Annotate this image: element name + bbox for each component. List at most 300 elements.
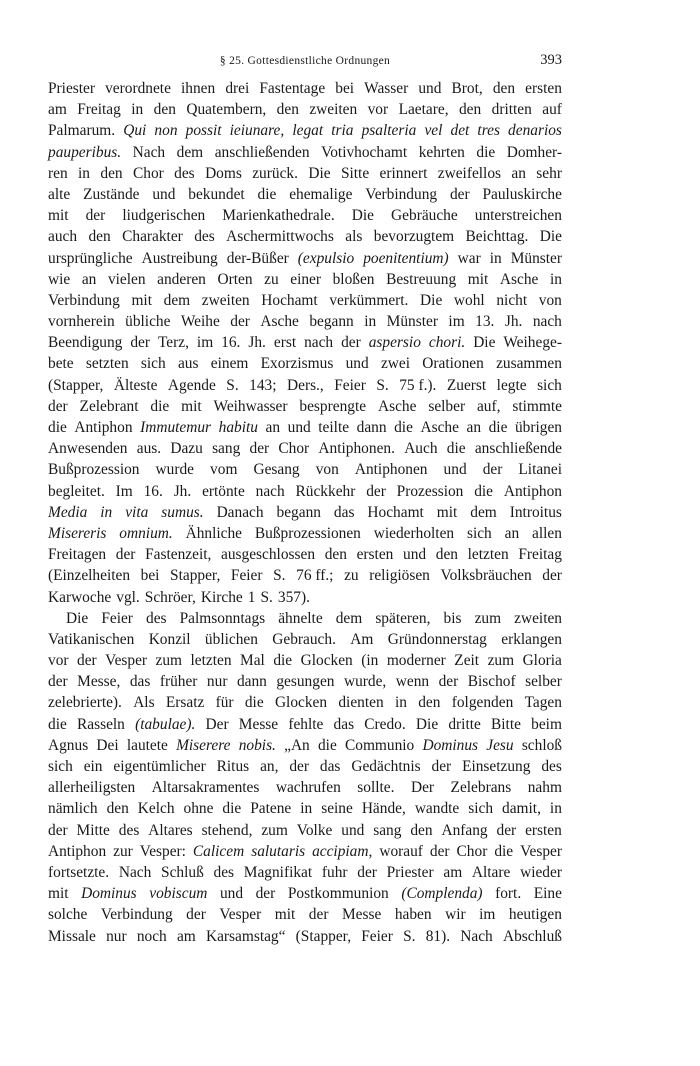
word: zweiten xyxy=(514,609,562,627)
word: Gloria xyxy=(522,652,562,670)
word: 76 ff.; xyxy=(296,567,334,585)
word: im xyxy=(479,906,496,924)
word: sang xyxy=(212,440,241,458)
text-line xyxy=(48,438,562,459)
word: Die xyxy=(473,334,496,352)
word: des xyxy=(194,228,215,246)
word: erinnert xyxy=(379,164,428,182)
word: begann xyxy=(309,313,354,331)
word: der xyxy=(255,885,276,903)
word: schloß xyxy=(521,736,562,754)
word: den xyxy=(324,546,347,564)
word: mit xyxy=(436,503,458,521)
word: Bestreuung xyxy=(386,270,457,288)
word: nicht xyxy=(496,291,528,309)
word: Wasser xyxy=(364,80,409,97)
word: sollte. xyxy=(357,779,395,797)
word: moderner xyxy=(386,652,446,670)
word: S. xyxy=(226,376,239,394)
word: unterstreichen xyxy=(474,207,562,225)
word: noch xyxy=(136,927,167,945)
word: (Einzelheiten xyxy=(48,567,131,585)
word: Münster xyxy=(510,249,562,267)
word: Hochamt xyxy=(367,503,424,521)
word: anderen xyxy=(157,270,206,288)
word: sehr xyxy=(536,164,562,182)
word: der xyxy=(357,863,377,881)
word: die xyxy=(273,652,293,670)
word: in xyxy=(78,164,91,182)
word: Freitag xyxy=(77,101,121,119)
word: zu xyxy=(344,567,359,585)
word: die xyxy=(222,800,242,818)
word: Einsetzung xyxy=(462,758,531,775)
word: mit xyxy=(48,207,69,225)
word: ein xyxy=(83,758,103,775)
body-text xyxy=(48,78,562,947)
word: Antiphon xyxy=(503,482,562,500)
word: aus. xyxy=(136,440,162,458)
word: Terz, xyxy=(157,334,189,352)
word: Älteste xyxy=(113,376,158,394)
word: zum xyxy=(155,652,183,670)
word: Antiphon xyxy=(48,842,107,860)
word: und xyxy=(345,355,369,373)
italic-word: pauperibus. xyxy=(48,143,122,161)
italic-word: legat xyxy=(292,122,324,140)
word: Chor xyxy=(278,440,310,458)
italic-word: Jesu xyxy=(486,736,514,754)
word: sich xyxy=(466,524,492,542)
word: religiösen xyxy=(369,567,430,585)
word: Verbindung xyxy=(48,291,120,309)
word: Die xyxy=(308,164,331,182)
text-line xyxy=(48,375,562,396)
word: den xyxy=(88,228,111,246)
text-line xyxy=(48,205,562,226)
word: Karsamstag“ xyxy=(205,927,286,945)
word: Messe xyxy=(341,906,382,924)
word: Palmarum. xyxy=(48,122,116,140)
word: die xyxy=(394,419,413,436)
word: der xyxy=(130,334,151,352)
word: der xyxy=(249,440,270,458)
word: Rückkehr xyxy=(295,482,356,500)
text-line xyxy=(48,120,562,141)
word: nahm xyxy=(527,779,562,797)
word: und xyxy=(341,821,365,839)
word: Chor xyxy=(133,164,164,182)
word: Messe xyxy=(238,715,279,733)
text-line xyxy=(48,714,562,735)
text-line xyxy=(48,841,562,862)
word: Der xyxy=(410,779,435,797)
word: letzten xyxy=(190,652,232,670)
word: der xyxy=(48,821,68,839)
word: Kirche xyxy=(200,588,243,606)
word: von xyxy=(315,461,339,479)
word: der xyxy=(230,313,250,331)
word: verkümmert. xyxy=(329,291,409,309)
word: ertönte xyxy=(202,482,245,500)
word: das xyxy=(333,503,355,521)
word: (in xyxy=(361,652,379,670)
word: Quatembern, xyxy=(186,101,267,119)
word: Exorzismus xyxy=(260,355,334,373)
word: sich xyxy=(468,800,494,818)
word: dem xyxy=(176,143,204,161)
word: allerheiligsten xyxy=(48,779,136,797)
word: ren xyxy=(48,164,68,182)
word: Altarsakramentes xyxy=(151,779,260,797)
word: Freitagen xyxy=(48,546,107,564)
word: wiederholten xyxy=(373,524,455,542)
word: beim xyxy=(531,715,562,733)
word: zum xyxy=(261,821,288,839)
word: der xyxy=(48,673,68,691)
word: letzten xyxy=(467,546,509,564)
word: der xyxy=(48,397,68,415)
word: vielen xyxy=(107,270,146,288)
word: 357). xyxy=(277,588,310,606)
word: das xyxy=(129,673,151,691)
word: fuhr xyxy=(321,863,348,881)
text-line xyxy=(48,269,562,290)
word: Sitte xyxy=(340,164,370,182)
word: an xyxy=(81,270,97,288)
word: die xyxy=(446,440,466,458)
italic-word: (Complenda) xyxy=(401,885,483,903)
word: ursprüngliche xyxy=(48,249,133,267)
word: in xyxy=(489,249,502,267)
text-line xyxy=(48,565,562,586)
word: Asche xyxy=(499,270,539,288)
word: eigentümlicher xyxy=(113,758,206,775)
word: Glocken xyxy=(274,694,328,712)
word: Verbindung xyxy=(365,185,438,203)
word: Charakter xyxy=(122,228,183,246)
text-line xyxy=(48,544,562,565)
word: an xyxy=(466,419,482,436)
word: wie xyxy=(48,270,71,288)
word: (Stapper, xyxy=(295,927,352,945)
word: Die xyxy=(351,207,374,225)
text-line xyxy=(48,311,562,332)
word: der xyxy=(438,673,459,691)
text-line xyxy=(48,671,562,692)
word: der xyxy=(449,185,470,203)
word: S. xyxy=(260,588,273,606)
word: Die xyxy=(420,291,443,309)
word: Hochamt xyxy=(261,291,318,309)
word: folgenden xyxy=(451,694,514,712)
word: Mitte xyxy=(76,821,110,839)
word: dritten xyxy=(491,101,532,119)
italic-word: nobis. xyxy=(238,736,276,754)
italic-word: Qui xyxy=(123,122,147,140)
word: Verbindung xyxy=(100,906,173,924)
word: Postkommunion xyxy=(287,885,389,903)
word: die xyxy=(474,482,494,500)
word: teilte xyxy=(318,419,350,436)
word: Communio xyxy=(344,736,415,754)
word: begann xyxy=(276,503,321,521)
word: an xyxy=(265,419,281,436)
word: Orten xyxy=(217,270,253,288)
word: Aschermittwochs xyxy=(226,228,334,246)
word: Konzil xyxy=(148,630,191,648)
italic-word: poenitentium) xyxy=(363,249,449,267)
word: Bußprozessionen xyxy=(254,524,361,542)
word: nur xyxy=(206,673,228,691)
word: Feier xyxy=(101,609,133,627)
word: Beendigung xyxy=(48,334,123,352)
italic-word: chori. xyxy=(428,334,466,352)
word: auf xyxy=(542,101,562,119)
word: des xyxy=(213,863,235,881)
word: im xyxy=(448,313,465,331)
word: Zustände xyxy=(83,185,140,203)
word: Magnifikat xyxy=(243,863,313,881)
word: Messe, xyxy=(77,673,121,691)
word: Ersatz xyxy=(165,694,205,712)
word: Votivhochamt xyxy=(321,143,408,161)
word: zelebrierte). xyxy=(48,694,122,712)
word: Pauluskirche xyxy=(482,185,562,203)
word: Zelebrans xyxy=(450,779,512,797)
word: üblichen xyxy=(204,630,258,648)
word: zwei xyxy=(380,355,410,373)
word: sich xyxy=(48,758,73,775)
word: Weihe xyxy=(180,313,220,331)
word: in xyxy=(549,800,562,818)
word: den xyxy=(492,80,516,97)
word: Die xyxy=(66,609,89,627)
word: 81). xyxy=(425,927,451,945)
italic-word: omnium. xyxy=(119,524,173,542)
text-line xyxy=(48,226,562,247)
text-line xyxy=(48,798,562,819)
word: der xyxy=(542,567,562,585)
word: wieder xyxy=(520,863,562,881)
word: Weihege- xyxy=(503,334,562,352)
word: Litanei xyxy=(518,461,562,479)
word: Im xyxy=(115,482,133,500)
word: worauf xyxy=(379,842,423,860)
word: 16. xyxy=(221,334,241,352)
word: zum xyxy=(474,609,502,627)
page-header xyxy=(48,52,562,72)
text-line xyxy=(48,904,562,925)
word: Vesper: xyxy=(139,842,186,860)
text-line xyxy=(48,353,562,374)
word: Anfang xyxy=(441,821,488,839)
word: Zeit xyxy=(454,652,480,670)
word: Priester xyxy=(48,80,96,97)
text-line xyxy=(48,629,562,650)
text-line xyxy=(48,820,562,841)
word: und xyxy=(287,419,311,436)
word: setzten xyxy=(85,355,129,373)
word: fort. xyxy=(495,885,522,903)
word: zur xyxy=(113,842,133,860)
word: Vesper xyxy=(105,652,148,670)
word: bloßen xyxy=(332,270,375,288)
word: in xyxy=(364,313,377,331)
text-line xyxy=(48,290,562,311)
word: 75 f.). xyxy=(399,376,437,394)
word: Fastentage xyxy=(259,80,326,97)
word: Feier xyxy=(230,567,263,585)
word: kehrten xyxy=(418,143,465,161)
word: der xyxy=(366,482,386,500)
text-line xyxy=(48,502,562,523)
word: Chor xyxy=(456,842,488,860)
word: 143; xyxy=(249,376,277,394)
word: die xyxy=(488,419,508,436)
word: dritte xyxy=(448,715,481,733)
word: war xyxy=(457,249,481,267)
italic-word: psalteria xyxy=(361,122,417,140)
italic-word: det xyxy=(450,122,470,140)
word: Nach xyxy=(118,863,152,881)
word: fortsetzte. xyxy=(48,863,110,881)
word: sich xyxy=(140,355,166,373)
word: ersten xyxy=(525,821,562,839)
word: einer xyxy=(290,270,321,288)
word: Jh. xyxy=(504,313,523,331)
word: dann xyxy=(356,419,387,436)
word: Agende xyxy=(167,376,216,394)
word: Altares xyxy=(148,821,193,839)
word: die xyxy=(257,185,277,203)
word: zu xyxy=(264,270,279,288)
word: zweiten xyxy=(201,291,250,309)
word: am xyxy=(176,927,196,945)
word: der xyxy=(77,652,97,670)
word: Vesper xyxy=(219,906,262,924)
word: Priester xyxy=(386,863,434,881)
word: Prozession xyxy=(396,482,464,500)
word: Dei xyxy=(96,736,119,754)
word: der xyxy=(482,461,503,479)
text-line xyxy=(48,248,562,269)
word: Volksbräuchen xyxy=(440,567,532,585)
word: den xyxy=(410,821,433,839)
word: für xyxy=(215,694,234,712)
word: allen xyxy=(532,524,562,542)
word: den xyxy=(458,101,482,119)
word: auf, xyxy=(476,397,501,415)
italic-word: tres xyxy=(477,122,500,140)
word: Karwoche xyxy=(48,588,112,606)
word: und xyxy=(418,80,442,97)
word: S. xyxy=(403,927,416,945)
word: dem xyxy=(163,291,191,309)
word: Feier xyxy=(334,376,366,394)
word: den xyxy=(418,694,441,712)
word: Danach xyxy=(216,503,264,521)
word: ohne xyxy=(183,800,214,818)
italic-word: (tabulae). xyxy=(135,715,196,733)
italic-word: Miserere xyxy=(176,736,231,754)
page-number: 393 xyxy=(540,52,562,68)
word: Credo. xyxy=(364,715,406,733)
word: Bischof xyxy=(467,673,516,691)
word: Gründonnerstag xyxy=(387,630,487,648)
text-line xyxy=(48,862,562,883)
word: das xyxy=(333,715,355,733)
word: sich xyxy=(537,376,562,394)
word: zum xyxy=(487,652,515,670)
word: Introitus xyxy=(509,503,562,521)
word: in xyxy=(394,694,407,712)
italic-word: Misereris xyxy=(48,524,107,542)
italic-word: Calicem xyxy=(192,842,245,860)
word: die xyxy=(48,715,67,733)
word: von xyxy=(538,291,562,309)
word: Antiphon xyxy=(74,419,133,436)
word: Freitag xyxy=(518,546,562,564)
word: den xyxy=(100,164,123,182)
word: der xyxy=(289,758,309,775)
italic-word: (expulsio xyxy=(297,249,355,267)
word: und xyxy=(219,885,244,903)
word: Bußprozession xyxy=(48,461,140,479)
word: 16. xyxy=(143,482,163,500)
word: bei xyxy=(335,80,355,97)
word: in xyxy=(300,800,313,818)
text-line xyxy=(48,99,562,120)
word: drei xyxy=(225,80,250,97)
text-line xyxy=(48,332,562,353)
word: des xyxy=(541,758,562,775)
word: Stapper, xyxy=(170,567,221,585)
word: ausgeschlossen xyxy=(221,546,316,564)
word: ersten xyxy=(356,546,394,564)
text-line xyxy=(48,459,562,480)
word: Kelch xyxy=(137,800,175,818)
word: und xyxy=(152,185,176,203)
word: Hände, xyxy=(361,800,406,818)
word: mit xyxy=(131,291,152,309)
text-line xyxy=(48,608,562,629)
word: Gesang xyxy=(253,461,300,479)
word: auch xyxy=(48,228,78,246)
word: am xyxy=(443,863,463,881)
italic-word: in xyxy=(100,503,113,521)
italic-word: possit xyxy=(185,122,222,140)
word: Antiphonen xyxy=(354,461,428,479)
text-line xyxy=(48,756,562,777)
word: Orationen xyxy=(422,355,484,373)
word: nämlich xyxy=(48,800,98,818)
word: „An xyxy=(284,736,310,754)
word: bei xyxy=(140,567,160,585)
italic-word: ieiunare, xyxy=(229,122,285,140)
word: Gedächtnis xyxy=(351,758,421,775)
word: wir xyxy=(445,906,466,924)
word: stehend, xyxy=(201,821,253,839)
word: nach xyxy=(532,313,562,331)
word: die xyxy=(150,397,170,415)
word: des xyxy=(118,821,140,839)
word: der xyxy=(85,207,106,225)
text-line xyxy=(48,926,562,947)
word: Zuerst xyxy=(446,376,487,394)
word: den xyxy=(276,101,299,119)
italic-word: vita xyxy=(125,503,149,521)
